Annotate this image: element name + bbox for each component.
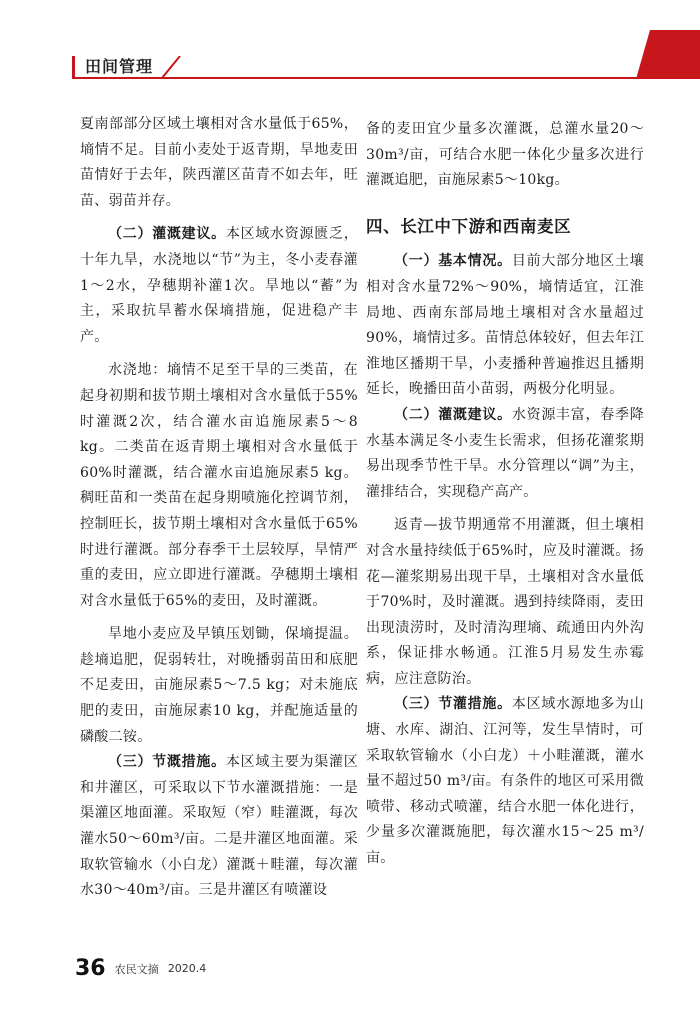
paragraph	[80, 222, 358, 350]
paragraph	[366, 692, 644, 871]
magazine-name: 农民文摘	[114, 962, 159, 976]
section-title: 四、长江中下游和西南麦区	[366, 216, 572, 236]
paragraph: 旱地小麦应及早镇压划锄，保墒提温。趁墒追肥，促弱转壮，对晚播弱苗田和底肥不足麦田，亩施尿素5～7.5 kg；对未施底肥的麦田，亩施尿素10 kg，并配施适量的磷酸二铵。	[80, 626, 358, 745]
paragraph: 返青—拔节期通常不用灌溉，但土壤相对含水量持续低于65%时，应及时灌溉。扬花—灌浆期易出现干旱，土壤相对含水量低于70%时，及时灌溉。遇到持续降雨，麦田出现渍涝时，及时清沟理墒、疏通田内外沟系，保证排水畅通。江淮5月易发生赤霉病，应注意防治。	[366, 517, 644, 687]
left-column	[80, 112, 358, 904]
paragraph-body: 目前大部分地区土壤相对含水量72%～90%，墒情适宜，江淮局地、西南东部局地土壤相对含水量超过90%，墒情过多。苗情总体较好，但去年江淮地区播期干旱，小麦播种普遍推迟且播期延长，晚播田苗小苗弱，两极分化明显。	[366, 253, 645, 398]
issue-date: 2020.4	[167, 962, 207, 975]
paragraph-body: 本区域主要为渠灌区和井灌区，可采取以下节水灌溉措施：一是渠灌区地面灌。采取短（窄）畦灌溉，每次灌水50～60m³/亩。二是井灌区地面灌。采取软管输水（小白龙）灌溉＋畦灌，每次灌水30～40m³/亩。三是井灌区有喷灌设	[80, 754, 359, 899]
paragraph	[366, 249, 644, 403]
header-accent-block	[636, 30, 700, 79]
page-number: 36	[75, 956, 106, 981]
page-footer	[75, 956, 206, 981]
page-header	[0, 0, 700, 80]
paragraph: 夏南部部分区域土壤相对含水量低于65%，墒情不足。目前小麦处于返青期，旱地麦田苗情好于去年，陕西灌区苗青不如去年，旺苗、弱苗并存。	[80, 116, 358, 209]
paragraph-heading: （一）基本情况。	[394, 253, 512, 270]
paragraph-heading: （三）节灌措施。	[394, 696, 512, 713]
paragraph-body: 本区域水源地多为山塘、水库、湖泊、江河等，发生旱情时，可采取软管输水（小白龙）＋小畦灌溉，灌水量不超过50 m³/亩。有条件的地区可采用微喷带、移动式喷灌，结合水肥一体化进行，少量多次灌溉施肥，每次灌水15～25 m³/亩。	[366, 696, 645, 867]
paragraph	[80, 750, 358, 904]
paragraph: 备的麦田宜少量多次灌溉，总灌水量20～30m³/亩，可结合水肥一体化少量多次进行灌溉追肥，亩施尿素5～10kg。	[366, 121, 644, 189]
paragraph-heading: （三）节溉措施。	[108, 754, 226, 771]
header-slash-decoration	[160, 56, 182, 78]
paragraph-heading: （二）灌溉建议。	[394, 406, 512, 423]
paragraph: 水浇地：墒情不足至干旱的三类苗，在起身初期和拔节期土壤相对含水量低于55%时灌溉2次，结合灌水亩追施尿素5～8 kg。二类苗在返青期土壤相对含水量低于60%时灌溉，结合灌水亩追施尿素5 kg。稠旺苗和一类苗在起身期喷施化控调节剂，控制旺长，拔节期土壤相对含水量低于65%时进行灌溉。部分春季干土层较厚，旱情严重的麦田，应立即进行灌溉。孕穗期土壤相对含水量低于65%的麦田，及时灌溉。	[80, 362, 358, 609]
paragraph-heading: （二）灌溉建议。	[108, 226, 226, 243]
section-label: 田间管理	[72, 56, 153, 77]
header-rule	[72, 77, 670, 79]
paragraph-body: 水资源丰富，春季降水基本满足冬小麦生长需求，但扬花灌浆期易出现季节性干旱。水分管理以“调”为主，灌排结合，实现稳产高产。	[366, 406, 645, 500]
paragraph	[366, 403, 644, 505]
paragraph-body: 本区域水资源匮乏，十年九旱，水浇地以“节”为主，冬小麦春灌1～2水，孕穗期补灌1次。旱地以“蓄”为主，采取抗旱蓄水保墒措施，促进稳产丰产。	[80, 226, 359, 345]
right-column	[366, 117, 644, 872]
